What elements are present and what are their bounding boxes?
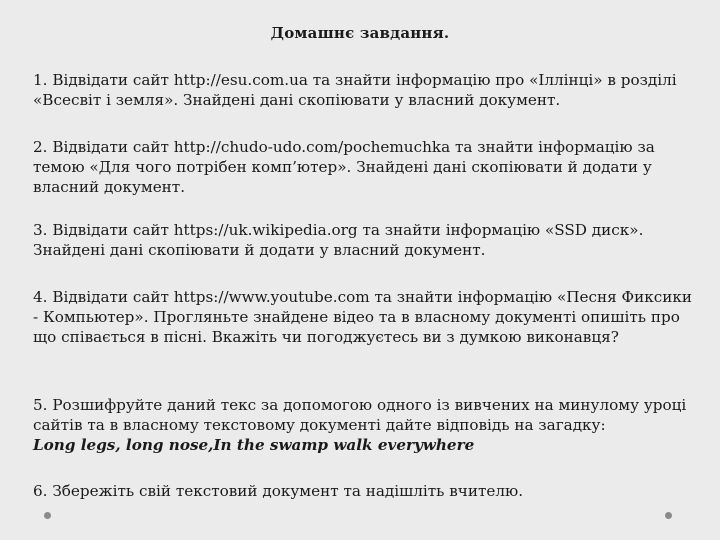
page-title: Домашнє завдання. <box>270 24 450 42</box>
task-text: 1. Відвідати сайт http://esu.com.ua та знайти інформацію про «Іллінці» в розділі «Всесвіт і земля». Знайдені дані скопіювати у власний документ. <box>33 71 677 109</box>
task-text: 6. Збережіть свій текстовий документ та надішліть вчителю. <box>33 482 524 500</box>
bullet-dot-icon <box>665 512 672 519</box>
task-text: 3. Відвідати сайт https://uk.wikipedia.org та знайти інформацію «SSD диск». Знайдені дані скопіювати й додати у власний документ. <box>33 221 644 259</box>
task-item-3 <box>33 220 693 260</box>
task-text: 5. Розшифруйте даний текс за допомогою одного із вивчених на минулому уроці сайтів та в власному текстовому документі дайте відповідь на загадку: <box>33 396 687 434</box>
task-item-4 <box>33 287 693 347</box>
task-item-2 <box>33 137 693 197</box>
task-item-5 <box>33 395 693 455</box>
bullet-dot-icon <box>44 512 51 519</box>
task-item-6 <box>33 481 693 501</box>
task-text: 2. Відвідати сайт http://chudo-udo.com/pochemuchka та знайти інформацію за темою «Для чого потрібен комп’ютер». Знайдені дані скопіювати й додати у власний документ. <box>33 138 655 196</box>
task-item-1 <box>33 70 693 110</box>
riddle-text: Long legs, long nose,In the swamp walk everywhere <box>33 436 475 454</box>
task-text: 4. Відвідати сайт https://www.youtube.com та знайти інформацію «Песня Фиксики - Компьютер». Прогляньте знайдене відео та в власному документі опишіть про що співається в пісні. Вкажіть чи погоджуєтесь ви з думкою виконавця? <box>33 288 692 346</box>
